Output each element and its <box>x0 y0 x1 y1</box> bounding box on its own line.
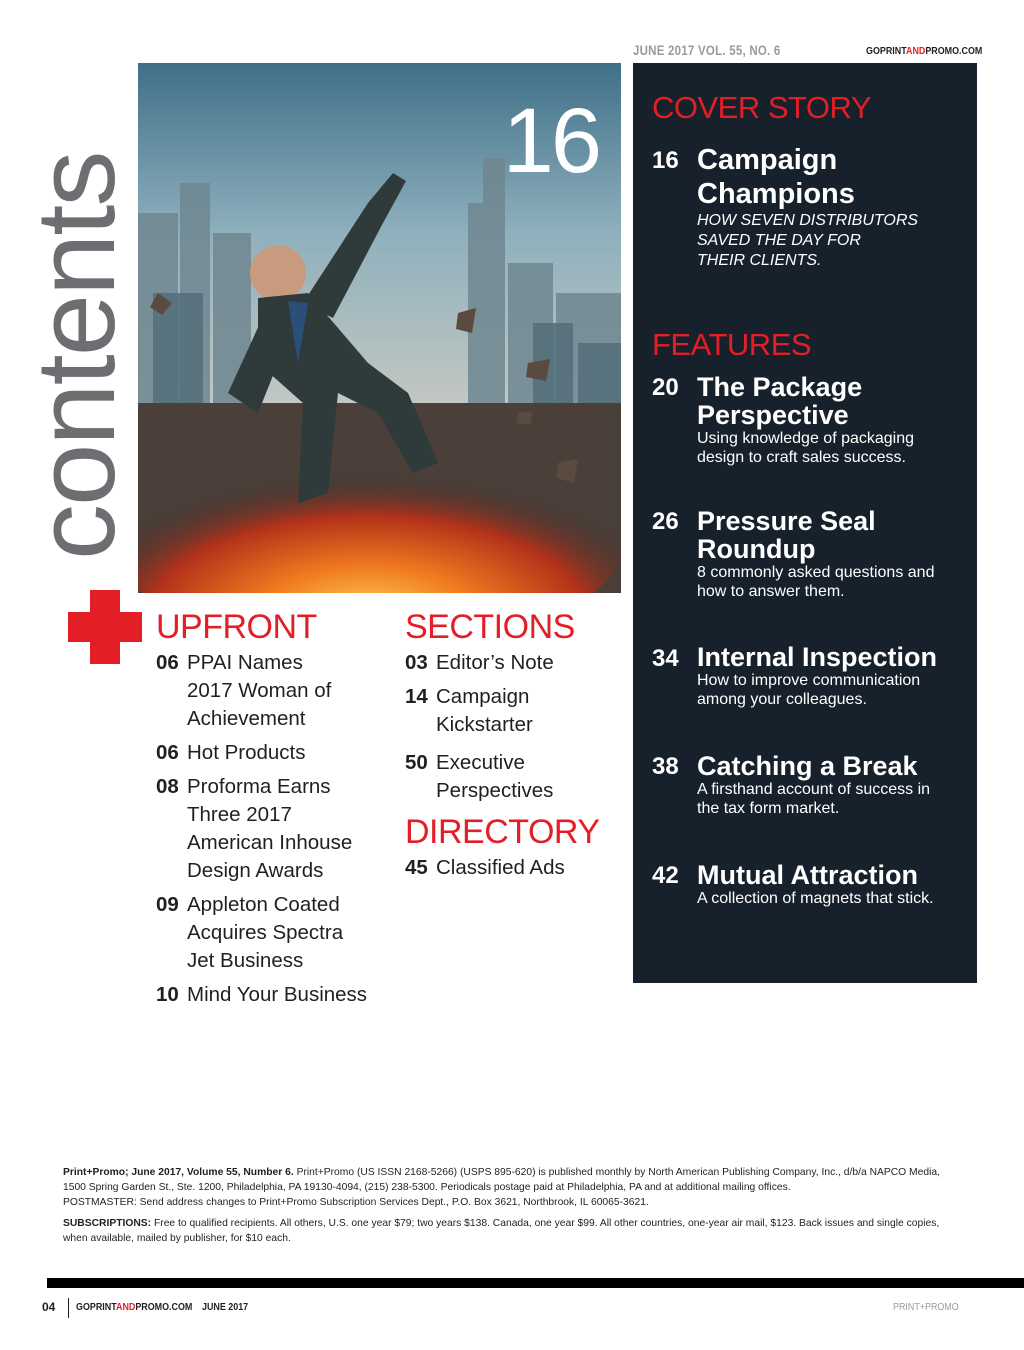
cover-story-heading: COVER STORY <box>652 90 872 125</box>
footer-date: JUNE 2017 <box>202 1301 249 1313</box>
upfront-heading: UPFRONT <box>156 608 317 646</box>
feature-page: 42 <box>652 862 679 889</box>
list-item[interactable] <box>156 891 396 975</box>
item-page: 06 <box>156 741 179 764</box>
list-item[interactable] <box>156 981 396 1009</box>
list-item[interactable] <box>156 649 396 733</box>
feature-entry[interactable] <box>697 861 972 908</box>
item-page: 03 <box>405 651 428 674</box>
feature-title: Perspective <box>697 400 849 430</box>
item-page: 08 <box>156 775 179 798</box>
list-item[interactable] <box>405 649 625 677</box>
feature-desc: Using knowledge of packaging <box>697 430 915 447</box>
item-line: 2017 Woman of <box>187 679 332 702</box>
item-line: Mind Your Business <box>187 983 368 1006</box>
feature-page: 34 <box>652 645 679 672</box>
footer-website[interactable] <box>76 1301 192 1313</box>
list-item[interactable] <box>405 749 625 805</box>
publication-info <box>63 1165 953 1210</box>
footer-divider <box>68 1298 69 1318</box>
directory-list <box>405 854 625 882</box>
feature-desc: A collection of magnets that stick. <box>697 890 934 907</box>
list-item[interactable] <box>156 773 396 885</box>
item-line: Jet Business <box>187 949 304 972</box>
site-part-and: AND <box>116 1301 136 1313</box>
feature-title: Pressure Seal <box>697 506 876 536</box>
item-line: Editor’s Note <box>436 651 554 674</box>
item-line: Hot Products <box>187 741 306 764</box>
footer-brand: PRINT+PROMO <box>893 1301 959 1313</box>
publication-info-text: Print+Promo (US ISSN 2168-5266) (USPS 895-620) is published monthly by North American Publishing Company, Inc., d/b/a NAPCO Media, 1500 Spring Garden St., Ste. 1200, Philadelphia, PA 19130-4094, (215) 238-5300. Periodicals postage paid at Philadelphia, PA and at additional mailing offices. <box>63 1167 940 1193</box>
directory-heading: DIRECTORY <box>405 813 600 851</box>
feature-desc: among your colleagues. <box>697 691 867 708</box>
site-part: GOPRINT <box>866 45 907 57</box>
features-heading: FEATURES <box>652 327 812 362</box>
subscriptions-info <box>63 1216 953 1246</box>
item-page: 10 <box>156 983 179 1006</box>
item-page: 06 <box>156 651 179 674</box>
item-line: PPAI Names <box>187 651 303 674</box>
feature-entry[interactable] <box>697 507 972 601</box>
feature-title: Internal Inspection <box>697 642 938 672</box>
feature-title: Catching a Break <box>697 751 918 781</box>
feature-desc: A firsthand account of success in <box>697 781 931 798</box>
feature-desc: 8 commonly asked questions and <box>697 564 935 581</box>
cover-story-desc-1: HOW SEVEN DISTRIBUTORS <box>697 212 919 229</box>
site-part: PROMO.COM <box>135 1301 193 1313</box>
contents-title: contents <box>13 152 138 560</box>
item-line: Perspectives <box>436 779 554 802</box>
site-part: GOPRINT <box>76 1301 117 1313</box>
list-item[interactable] <box>156 739 396 767</box>
feature-desc: how to answer them. <box>697 583 845 600</box>
item-line: Classified Ads <box>436 856 565 879</box>
feature-desc: the tax form market. <box>697 800 840 817</box>
item-line: Three 2017 <box>187 803 292 826</box>
item-page: 14 <box>405 685 428 708</box>
item-page: 50 <box>405 751 428 774</box>
feature-desc: How to improve communication <box>697 672 921 689</box>
upfront-list <box>156 649 396 1009</box>
site-part-and: AND <box>906 45 926 57</box>
sections-list <box>405 649 625 805</box>
cover-story-title-2: Champions <box>697 178 855 210</box>
cover-story-page: 16 <box>652 147 679 174</box>
item-page: 45 <box>405 856 428 879</box>
item-line: Campaign <box>436 685 530 708</box>
list-item[interactable] <box>405 854 625 882</box>
plus-logo-horizontal <box>68 612 142 642</box>
item-line: Achievement <box>187 707 306 730</box>
publication-info-bold: Print+Promo; June 2017, Volume 55, Number 6. <box>63 1167 294 1178</box>
subscriptions-label: SUBSCRIPTIONS: <box>63 1218 152 1229</box>
cover-story-title-1: Campaign <box>697 144 838 176</box>
feature-page: 38 <box>652 753 679 780</box>
item-line: Design Awards <box>187 859 324 882</box>
item-page: 09 <box>156 893 179 916</box>
cover-story-desc-3: THEIR CLIENTS. <box>697 252 822 269</box>
feature-title: Roundup <box>697 534 816 564</box>
feature-entry[interactable] <box>697 752 972 818</box>
feature-page: 20 <box>652 374 679 401</box>
issue-info: JUNE 2017 VOL. 55, NO. 6 <box>633 42 781 58</box>
feature-desc: design to craft sales success. <box>697 449 906 466</box>
subscriptions-text: Free to qualified recipients. All others, U.S. one year $79; two years $138. Canada, one year $99. All other countries, one-year air mail, $123. Back issues and single copies, when available, mailed by publisher, for $10 each. <box>63 1218 940 1244</box>
item-line: Proforma Earns <box>187 775 331 798</box>
feature-page: 26 <box>652 508 679 535</box>
item-line: Acquires Spectra <box>187 921 344 944</box>
feature-entry[interactable] <box>697 643 972 709</box>
cover-page-number: 16 <box>502 90 599 192</box>
feature-title: Mutual Attraction <box>697 860 918 890</box>
site-part: PROMO.COM <box>925 45 983 57</box>
cover-story-entry[interactable] <box>697 143 967 271</box>
cover-image[interactable] <box>138 63 621 593</box>
sections-heading: SECTIONS <box>405 608 575 646</box>
postmaster-text: POSTMASTER: Send address changes to Print+Promo Subscription Services Dept., P.O. Box 3621, Northbrook, IL 60065-3621. <box>63 1197 649 1208</box>
header-website[interactable] <box>866 45 982 57</box>
item-line: American Inhouse <box>187 831 353 854</box>
list-item[interactable] <box>405 683 625 739</box>
item-line: Kickstarter <box>436 713 533 736</box>
feature-entry[interactable] <box>697 373 972 467</box>
item-line: Executive <box>436 751 525 774</box>
page-number: 04 <box>42 1300 56 1314</box>
footer-rule <box>47 1278 1024 1288</box>
cover-story-desc-2: SAVED THE DAY FOR <box>697 232 861 249</box>
feature-title: The Package <box>697 372 863 402</box>
item-line: Appleton Coated <box>187 893 340 916</box>
